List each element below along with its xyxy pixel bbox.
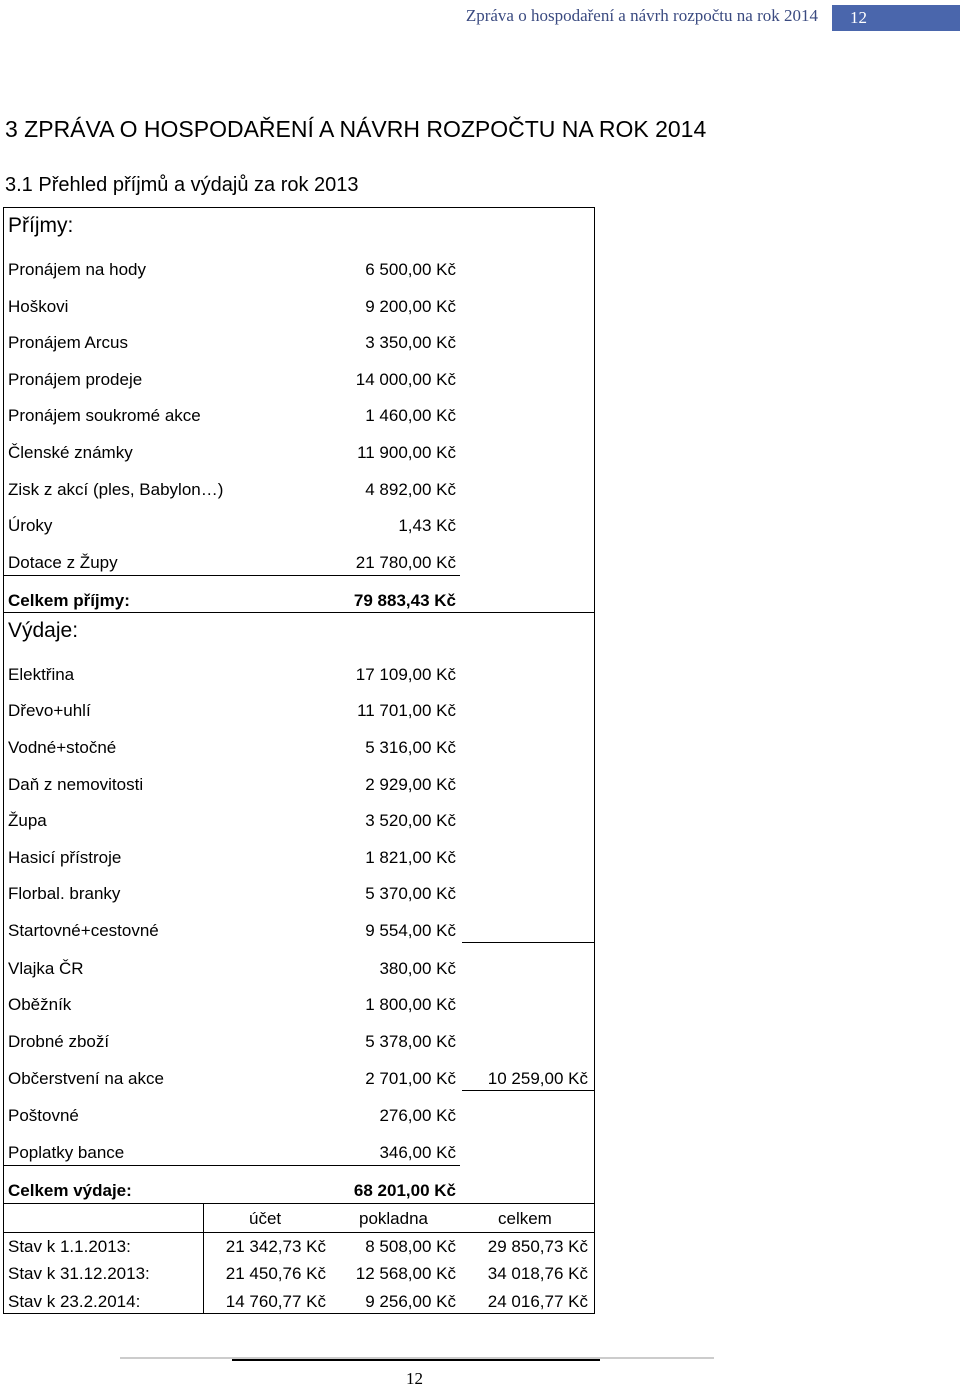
income-value: 21 780,00 Kč (355, 553, 456, 572)
income-value: 3 350,00 Kč (365, 333, 456, 352)
balance-header-celkem: celkem (498, 1209, 552, 1228)
expense-value: 2 929,00 Kč (365, 775, 456, 794)
expense-label: Drobné zboží (8, 1032, 110, 1051)
expense-value: 276,00 Kč (379, 1106, 456, 1125)
expense-label: Župa (8, 811, 47, 830)
running-header-title: Zpráva o hospodaření a návrh rozpočtu na rok 2014 (465, 6, 818, 25)
expense-label: Poštovné (8, 1106, 79, 1125)
balance-ucet-value: 14 760,77 Kč (225, 1292, 326, 1311)
income-label: Členské známky (8, 443, 133, 462)
expense-subtotal-value: 10 259,00 Kč (487, 1069, 588, 1088)
expense-label: Oběžník (8, 995, 72, 1014)
balance-row-label: Stav k 23.2.2014: (8, 1292, 141, 1311)
expenses-total-label: Celkem výdaje: (8, 1181, 132, 1200)
income-value: 9 200,00 Kč (365, 297, 456, 316)
income-value: 1 460,00 Kč (365, 406, 456, 425)
expense-value: 5 378,00 Kč (365, 1032, 456, 1051)
income-total-label: Celkem příjmy: (8, 591, 130, 610)
expense-label: Dřevo+uhlí (8, 701, 91, 720)
expense-value: 1 821,00 Kč (365, 848, 456, 867)
expense-label: Elektřina (8, 665, 75, 684)
expense-value: 17 109,00 Kč (355, 665, 456, 684)
income-label: Pronájem soukromé akce (8, 406, 201, 425)
expense-value: 346,00 Kč (379, 1143, 456, 1162)
expense-label: Florbal. branky (8, 884, 121, 903)
income-label: Pronájem na hody (8, 260, 146, 279)
expense-value: 380,00 Kč (379, 959, 456, 978)
balance-celkem-value: 29 850,73 Kč (487, 1237, 588, 1256)
expense-value: 11 701,00 Kč (357, 701, 456, 720)
income-value: 1,43 Kč (398, 516, 456, 535)
income-value: 4 892,00 Kč (365, 480, 456, 499)
income-section-title: Příjmy: (8, 214, 74, 237)
balance-pokladna-value: 9 256,00 Kč (365, 1292, 456, 1311)
income-label: Úroky (8, 516, 53, 535)
expense-label: Vodné+stočné (8, 738, 117, 757)
expense-value: 5 370,00 Kč (365, 884, 456, 903)
expense-label: Daň z nemovitosti (8, 775, 144, 794)
running-header-page-number: 12 (832, 5, 960, 31)
expenses-section-title: Výdaje: (8, 619, 79, 642)
income-value: 6 500,00 Kč (365, 260, 456, 279)
expenses-total-value: 68 201,00 Kč (353, 1181, 456, 1200)
expense-label: Poplatky bance (8, 1143, 125, 1162)
expense-label: Vlajka ČR (8, 959, 84, 978)
expense-value: 9 554,00 Kč (365, 921, 456, 940)
income-label: Hoškovi (8, 297, 69, 316)
expense-label: Startovné+cestovné (8, 921, 159, 940)
income-label: Pronájem prodeje (8, 370, 143, 389)
expense-value: 5 316,00 Kč (365, 738, 456, 757)
balance-row-label: Stav k 1.1.2013: (8, 1237, 131, 1256)
balance-header-ucet: účet (249, 1209, 282, 1228)
expense-value: 1 800,00 Kč (365, 995, 456, 1014)
footer-page-number: 12 (406, 1369, 423, 1388)
balance-header-pokladna: pokladna (359, 1209, 429, 1228)
balance-celkem-value: 24 016,77 Kč (487, 1292, 588, 1311)
income-total-value: 79 883,43 Kč (353, 591, 456, 610)
balance-pokladna-value: 12 568,00 Kč (355, 1264, 456, 1283)
balance-pokladna-value: 8 508,00 Kč (365, 1237, 456, 1256)
section-heading: 3.1 Přehled příjmů a výdajů za rok 2013 (5, 174, 359, 196)
expense-label: Hasicí přístroje (8, 848, 122, 867)
income-label: Pronájem Arcus (8, 333, 128, 352)
balance-celkem-value: 34 018,76 Kč (487, 1264, 588, 1283)
expense-value: 2 701,00 Kč (365, 1069, 456, 1088)
chapter-heading: 3 ZPRÁVA O HOSPODAŘENÍ A NÁVRH ROZPOČTU NA ROK 2014 (5, 116, 707, 142)
income-label: Dotace z Župy (8, 553, 118, 572)
income-value: 14 000,00 Kč (355, 370, 456, 389)
balance-ucet-value: 21 450,76 Kč (225, 1264, 326, 1283)
balance-ucet-value: 21 342,73 Kč (225, 1237, 326, 1256)
income-label: Zisk z akcí (ples, Babylon…) (8, 480, 224, 499)
footer-divider (120, 1357, 714, 1363)
income-value: 11 900,00 Kč (357, 443, 456, 462)
expense-value: 3 520,00 Kč (365, 811, 456, 830)
expense-label: Občerstvení na akce (8, 1069, 164, 1088)
balance-row-label: Stav k 31.12.2013: (8, 1264, 150, 1283)
